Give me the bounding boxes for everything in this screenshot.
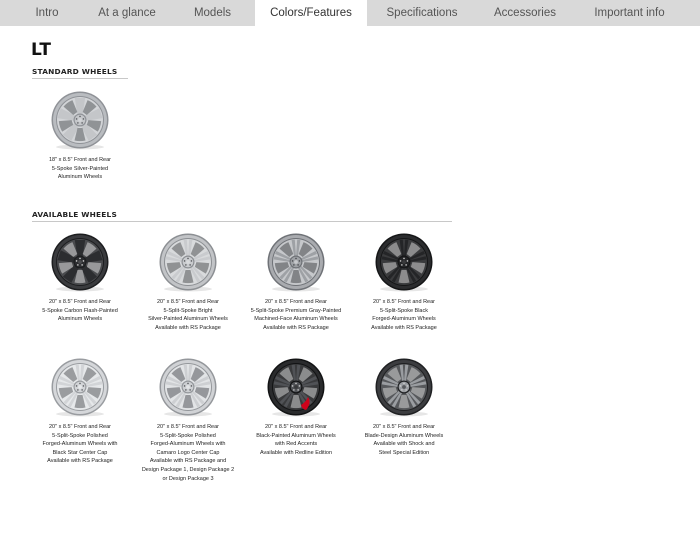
wheel-caption-line: 5-Split-Spoke Premium Gray-Painted <box>250 307 342 314</box>
wheel-caption <box>349 298 459 332</box>
wheel-caption-line: with Red Accents <box>274 441 318 448</box>
wheel-caption <box>241 298 351 332</box>
wheel-caption-line: Available with RS Package and <box>149 458 227 465</box>
bright-silver-split-spoke-wheel-icon <box>158 232 218 292</box>
wheel-caption-line: 20" x 8.5" Front and Rear <box>373 424 435 430</box>
wheel-caption <box>25 423 135 466</box>
wheel-caption-line: 5-Split-Spoke Bright <box>163 307 213 314</box>
wheel-caption <box>349 423 459 457</box>
silver-5-spoke-wheel-icon <box>50 90 110 150</box>
wheel-caption-line: Aluminum Wheels <box>57 316 103 323</box>
wheel-caption-line: Black-Painted Aluminum Wheels <box>256 432 336 439</box>
blade-design-wheel-icon <box>374 357 434 417</box>
standard-wheels-divider <box>32 78 128 79</box>
polished-camaro-logo-wheel-icon <box>158 357 218 417</box>
wheel-caption-line: Available with Shock and <box>373 441 435 448</box>
wheel-caption-line: Available with RS Package <box>47 458 113 465</box>
wheel-caption-line: or Design Package 3 <box>162 475 214 482</box>
standard-wheels-heading: STANDARD WHEELS <box>32 67 118 76</box>
page-title: LT <box>31 40 52 60</box>
tab-bar <box>0 0 700 26</box>
wheel-caption-line: Silver-Painted Aluminum Wheels <box>148 316 228 323</box>
wheel-card-available-4 <box>25 357 135 469</box>
wheel-caption-line: Design Package 1, Design Package 2 <box>141 466 235 473</box>
black-red-accent-wheel-icon <box>266 357 326 417</box>
wheel-caption-line: 18" x 8.5" Front and Rear <box>49 157 111 163</box>
wheel-caption-line: 20" x 8.5" Front and Rear <box>265 299 327 305</box>
wheel-caption <box>133 298 243 332</box>
tab-important-info[interactable]: Important info <box>594 7 665 19</box>
wheel-caption-line: 20" x 8.5" Front and Rear <box>157 299 219 305</box>
wheel-caption-line: 20" x 8.5" Front and Rear <box>157 424 219 430</box>
wheel-caption-line: 20" x 8.5" Front and Rear <box>49 424 111 430</box>
wheel-caption-line: 20" x 8.5" Front and Rear <box>373 299 435 305</box>
wheel-caption-line: Available with RS Package <box>371 324 437 331</box>
polished-black-star-wheel-icon <box>50 357 110 417</box>
wheel-card-standard-0 <box>25 90 135 185</box>
wheel-caption-line: Forged-Aluminum Wheels with <box>150 441 226 448</box>
black-forged-split-spoke-wheel-icon <box>374 232 434 292</box>
wheel-caption <box>25 156 135 182</box>
gray-machined-split-spoke-wheel-icon <box>266 232 326 292</box>
tab-accessories[interactable]: Accessories <box>494 7 556 19</box>
wheel-caption-line: Available with RS Package <box>155 324 221 331</box>
wheel-caption-line: Available with Redline Edition <box>259 449 333 456</box>
wheel-caption-line: 20" x 8.5" Front and Rear <box>49 299 111 305</box>
wheel-card-available-2 <box>241 232 351 334</box>
tab-at-a-glance[interactable]: At a glance <box>98 7 156 19</box>
wheel-caption-line: 5-Split-Spoke Black <box>380 307 428 314</box>
available-wheels-heading: AVAILABLE WHEELS <box>32 210 117 219</box>
wheel-caption-line: Camaro Logo Center Cap <box>156 449 220 456</box>
wheel-caption-line: 5-Split-Spoke Polished <box>160 432 216 439</box>
wheel-caption <box>133 423 243 483</box>
wheel-caption-line: 5-Spoke Carbon Flash-Painted <box>42 307 118 314</box>
wheel-caption-line: Steel Special Edition <box>378 449 430 456</box>
wheel-caption-line: Available with RS Package <box>263 324 329 331</box>
wheel-caption-line: Blade-Design Aluminum Wheels <box>364 432 444 439</box>
wheel-card-available-6 <box>241 357 351 462</box>
wheel-caption-line: Machined-Face Aluminum Wheels <box>254 316 338 323</box>
wheel-caption-line: Forged-Aluminum Wheels <box>372 316 436 323</box>
wheel-caption <box>241 423 351 457</box>
wheel-card-available-0 <box>25 232 135 327</box>
wheel-caption <box>25 298 135 324</box>
available-wheels-divider <box>32 221 452 222</box>
carbon-flash-5-spoke-wheel-icon <box>50 232 110 292</box>
wheel-caption-line: 20" x 8.5" Front and Rear <box>265 424 327 430</box>
wheel-card-available-5 <box>133 357 243 487</box>
wheel-caption-line: 5-Spoke Silver-Painted <box>51 165 109 172</box>
wheel-card-available-3 <box>349 232 459 334</box>
wheel-caption-line: Black Star Center Cap <box>52 449 108 456</box>
wheel-caption-line: 5-Split-Spoke Polished <box>52 432 108 439</box>
tab-intro[interactable]: Intro <box>35 7 59 19</box>
wheel-caption-line: Forged-Aluminum Wheels with <box>42 441 118 448</box>
tab-specifications[interactable]: Specifications <box>386 7 458 19</box>
wheel-caption-line: Aluminum Wheels <box>57 174 103 181</box>
tab-models[interactable]: Models <box>193 7 232 19</box>
tab-colors-features[interactable]: Colors/Features <box>255 0 367 27</box>
wheel-card-available-1 <box>133 232 243 334</box>
wheel-card-available-7 <box>349 357 459 462</box>
